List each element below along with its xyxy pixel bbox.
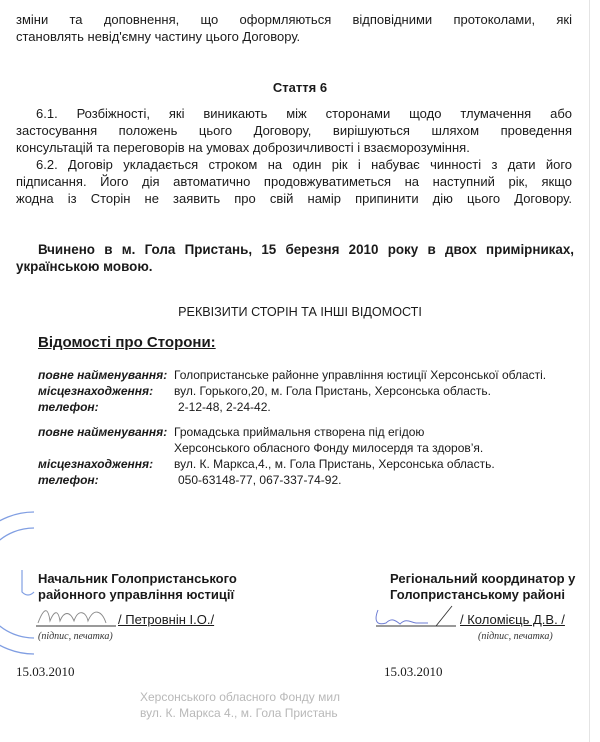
right-signatory-name: / Коломієць Д.В. /	[460, 612, 565, 627]
party2-name-value: Громадська приймальня створена під егідою	[174, 425, 425, 439]
official-stamp	[0, 508, 36, 658]
party1-phone-label: телефон:	[38, 400, 99, 414]
left-signatory-title: Начальник Голопристанського	[38, 571, 237, 586]
right-date: 15.03.2010	[384, 664, 443, 679]
bleed-through-text: вул. К. Маркса 4., м. Гола Пристань	[140, 706, 338, 720]
right-signatory-title: Голопристанському районі	[390, 587, 566, 602]
clause-6-1-line: застосування положень цього Договору, вирішуються шляхом проведення	[16, 123, 572, 138]
party2-phone-value: 050-63148-77, 067-337-74-92.	[178, 473, 342, 487]
clause-6-2-line: жодна із Сторін не заявить про свій намір припинити дію цього Договору.	[16, 191, 572, 206]
clause-6-1-line: консультацій та переговорів на умовах доброзичливості і взаєморозуміння.	[16, 140, 470, 155]
right-signatory-title: Регіональний координатор у	[390, 571, 576, 586]
right-signature-caption: (підпис, печатка)	[478, 631, 553, 642]
party1-name-value: Голопристанське районне управління юстиції Херсонської області.	[174, 368, 547, 382]
left-date: 15.03.2010	[16, 664, 75, 679]
party2-address-value: вул. К. Маркса,4., м. Гола Пристань, Херсонська область.	[174, 457, 495, 471]
clause-6-2-line: підписання. Його дія автоматично продовжуватиметься на наступний рік, якщо	[16, 174, 572, 189]
paragraph-line: зміни та доповнення, що оформляються відповідними протоколами, які	[16, 12, 572, 27]
party1-name-label: повне найменування:	[38, 368, 168, 382]
party2-name-label: повне найменування:	[38, 425, 168, 439]
trident-icon	[22, 570, 34, 595]
left-signature-caption: (підпис, печатка)	[38, 631, 113, 642]
page-edge	[589, 0, 590, 742]
left-handwritten-signature	[36, 605, 116, 627]
clause-6-2-line: 6.2. Договір укладається строком на один рік і набуває чинності з дати його	[36, 157, 572, 172]
party2-address-label: місцезнаходження:	[38, 457, 154, 471]
paragraph-line: становлять невід'ємну частину цього Договору.	[16, 29, 301, 44]
party1-address-value: вул. Горького,20, м. Гола Пристань, Херсонська область.	[174, 384, 491, 398]
left-signatory-name: / Петровнін І.О./	[118, 612, 215, 627]
party1-address-label: місцезнаходження:	[38, 384, 154, 398]
party2-phone-label: телефон:	[38, 473, 99, 487]
article-title: Стаття 6	[272, 80, 328, 95]
execution-statement: українською мовою.	[16, 259, 153, 274]
execution-statement: Вчинено в м. Гола Пристань, 15 березня 2010 року в двох примірниках,	[38, 242, 574, 257]
bleed-through-text: Херсонського обласного Фонду мил	[140, 690, 341, 704]
party2-name-value: Херсонського обласного Фонду милосердя та здоров’я.	[174, 441, 484, 455]
requisites-title: РЕКВІЗИТИ СТОРІН ТА ІНШІ ВІДОМОСТІ	[178, 305, 422, 319]
clause-6-1-line: 6.1. Розбіжності, які виникають між сторонами щодо тлумачення або	[36, 106, 572, 121]
left-signatory-title: районного управління юстиції	[38, 587, 235, 602]
parties-heading: Відомості про Сторони:	[38, 334, 216, 351]
right-handwritten-signature	[372, 604, 458, 628]
party1-phone-value: 2-12-48, 2-24-42.	[178, 400, 271, 414]
